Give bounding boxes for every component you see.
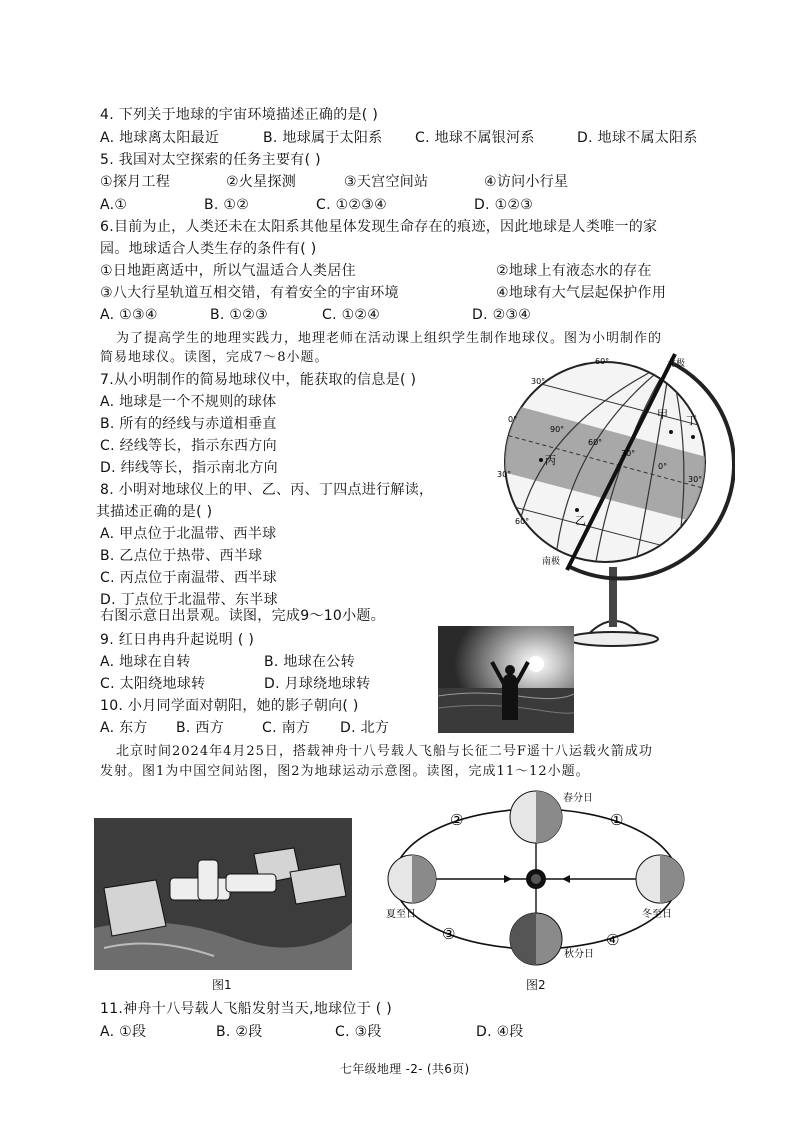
q6-option-a: A. ①③④: [100, 307, 158, 323]
fig1-caption: 图1: [212, 978, 232, 992]
q6-option-b: B. ①②③: [210, 307, 268, 323]
q7-option-b: B. 所有的经线与赤道相垂直: [100, 416, 277, 432]
globe-label-lat30s: 30°: [497, 470, 512, 479]
earth-spring: [510, 791, 562, 843]
intro-7-8-line2: 简易地球仪。读图，完成7～8小题。: [100, 350, 329, 365]
space-station-photo: [94, 818, 352, 970]
q10-option-d: D. 北方: [340, 720, 390, 736]
q11-option-c: C. ③段: [335, 1024, 382, 1040]
q10-option-c: C. 南方: [262, 720, 311, 736]
fig2-caption: 图2: [526, 978, 546, 992]
sunrise-photo: [438, 626, 574, 733]
point-bing-marker: [539, 458, 543, 462]
q5-option-d: D. ①②③: [474, 197, 534, 213]
label-autumn: 秋分日: [564, 949, 594, 960]
page-footer: 七年级地理 -2- (共6页): [340, 1062, 470, 1076]
q5-item-1: ①探月工程: [100, 174, 171, 190]
q5-option-a: A.①: [100, 197, 128, 213]
point-yi-marker: [575, 508, 579, 512]
globe-label-lon30: 30°: [621, 449, 636, 458]
earth-orbit-diagram: [382, 787, 692, 997]
earth-summer: [388, 855, 436, 903]
q8-option-d: D. 丁点位于北温带、东半球: [100, 592, 278, 608]
q8-stem-line1: 8. 小明对地球仪上的甲、乙、丙、丁四点进行解读，: [100, 482, 434, 498]
globe-figure: [495, 352, 735, 652]
q5-stem: 5. 我国对太空探索的任务主要有( ): [100, 152, 321, 168]
label-spring: 春分日: [563, 793, 593, 804]
q5-item-2: ②火星探测: [226, 174, 297, 190]
q4-option-b: B. 地球属于太阳系: [263, 130, 383, 146]
globe-label-lon0: 0°: [658, 462, 668, 471]
globe-label-lat60n: 60°: [595, 357, 610, 366]
q4-option-a: A. 地球离太阳最近: [100, 130, 220, 146]
label-summer: 夏至日: [386, 909, 416, 920]
q8-option-c: C. 丙点位于南温带、西半球: [100, 570, 277, 586]
q5-option-b: B. ①②: [204, 197, 250, 213]
q7-option-a: A. 地球是一个不规则的球体: [100, 394, 277, 410]
q9-option-d: D. 月球绕地球转: [264, 676, 371, 692]
globe-label-ding: 丁: [686, 414, 697, 427]
q11-option-d: D. ④段: [476, 1024, 524, 1040]
globe-stand-plate: [568, 632, 658, 646]
label-seg1: ①: [610, 811, 624, 829]
globe-label-jia: 甲: [657, 408, 668, 421]
q6-stem-line1: 6.目前为止，人类还未在太阳系其他星体发现生命存在的痕迹，因此地球是人类唯一的家: [100, 219, 658, 235]
q11-stem: 11.神舟十八号载人飞船发射当天,地球位于 ( ): [100, 1001, 393, 1017]
q11-option-a: A. ①段: [100, 1024, 147, 1040]
q10-option-b: B. 西方: [176, 720, 225, 736]
q9-stem: 9. 红日冉冉升起说明 ( ): [100, 632, 255, 648]
label-seg3: ③: [442, 925, 456, 943]
intro-11-12-line1: 北京时间2024年4月25日，搭载神舟十八号载人飞船与长征二号F遥十八运载火箭成功: [116, 744, 653, 759]
intro-7-8-line1: 为了提高学生的地理实践力，地理老师在活动课上组织学生制作地球仪。图为小明制作的: [116, 331, 663, 346]
globe-label-lat0: 0°: [508, 415, 518, 424]
globe-label-lon30e: 30°: [688, 475, 703, 484]
sun-shape: [528, 656, 544, 672]
point-jia-marker: [669, 430, 673, 434]
q7-option-d: D. 纬线等长，指示南北方向: [100, 460, 278, 476]
q6-item-4: ④地球有大气层起保护作用: [496, 285, 667, 301]
q6-item-3: ③八大行星轨道互相交错，有着安全的宇宙环境: [100, 285, 399, 301]
q6-item-2: ②地球上有液态水的存在: [496, 263, 652, 279]
q5-item-3: ③天宫空间站: [344, 174, 429, 190]
q4-option-c: C. 地球不属银河系: [415, 130, 535, 146]
intro-11-12-line2: 发射。图1为中国空间站图，图2为地球运动示意图。读图，完成11～12小题。: [100, 764, 590, 779]
q7-stem: 7.从小明制作的简易地球仪中，能获取的信息是( ): [100, 372, 417, 388]
q5-option-c: C. ①②③④: [316, 197, 387, 213]
q6-item-1: ①日地距离适中，所以气温适合人类居住: [100, 263, 356, 279]
globe-label-south: 南极: [542, 557, 561, 567]
q6-stem-line2: 园。地球适合人类生存的条件有( ): [100, 241, 317, 257]
q9-option-a: A. 地球在自转: [100, 654, 191, 670]
q8-stem-line2: 其描述正确的是( ): [96, 504, 213, 520]
q6-option-c: C. ①②④: [322, 307, 381, 323]
q8-option-a: A. 甲点位于北温带、西半球: [100, 526, 277, 542]
q4-option-d: D. 地球不属太阳系: [577, 130, 698, 146]
q7-option-c: C. 经线等长，指示东西方向: [100, 438, 277, 454]
q9-option-c: C. 太阳绕地球转: [100, 676, 206, 692]
globe-label-bing: 丙: [545, 454, 556, 467]
globe-stand-pole: [609, 567, 617, 627]
earth-autumn: [510, 913, 562, 965]
globe-label-lat60s: 60°: [515, 517, 530, 526]
label-seg4: ④: [606, 931, 620, 949]
earth-winter: [636, 855, 684, 903]
q9-option-b: B. 地球在公转: [264, 654, 355, 670]
globe-label-yi: 乙: [575, 514, 586, 527]
q11-option-b: B. ②段: [216, 1024, 263, 1040]
q5-item-4: ④访问小行星: [484, 174, 569, 190]
q6-option-d: D. ②③④: [472, 307, 532, 323]
globe-label-lat30n: 30°: [531, 377, 546, 386]
q8-option-b: B. 乙点位于热带、西半球: [100, 548, 263, 564]
label-winter: 冬至日: [642, 909, 672, 920]
intro-9-10: 右图示意日出景观。读图，完成9～10小题。: [100, 608, 386, 624]
globe-label-lon90: 90°: [550, 425, 565, 434]
point-ding-marker: [691, 435, 695, 439]
globe-label-lon60: 60°: [588, 438, 603, 447]
q10-stem: 10. 小月同学面对朝阳，她的影子朝向( ): [100, 698, 359, 714]
q4-stem: 4. 下列关于地球的宇宙环境描述正确的是( ): [100, 107, 379, 123]
globe-label-north: 北极: [667, 359, 686, 369]
label-seg2: ②: [450, 811, 464, 829]
q10-option-a: A. 东方: [100, 720, 148, 736]
